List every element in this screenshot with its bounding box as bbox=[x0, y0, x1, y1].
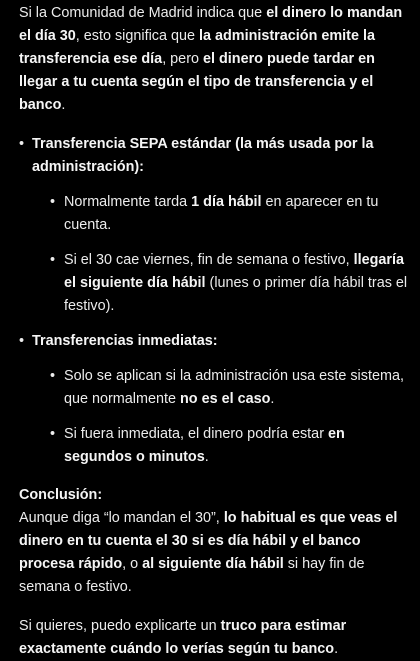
instant-heading: Transferencias inmediatas: bbox=[32, 333, 218, 349]
intro-emphasis: el dinero lo mandan el día 30 bbox=[19, 5, 403, 44]
transfer-types-list bbox=[19, 133, 410, 469]
closing-paragraph bbox=[19, 615, 410, 661]
conclusion-text: si hay fin de semana o festivo. bbox=[19, 556, 365, 595]
conclusion-emphasis: al siguiente día hábil bbox=[142, 556, 284, 572]
item-text: Si fuera inmediata, el dinero podría estar bbox=[64, 426, 328, 442]
sepa-heading: Transferencia SEPA estándar (la más usada por la administración): bbox=[32, 136, 374, 175]
item-emphasis: en segundos o minutos bbox=[64, 426, 345, 465]
conclusion-heading: Conclusión: bbox=[19, 487, 103, 503]
closing-text: Si quieres, puedo explicarte un bbox=[19, 618, 221, 634]
list-item bbox=[50, 249, 410, 318]
item-text: Solo se aplican si la administración usa este sistema, que normalmente bbox=[64, 368, 404, 407]
bullet-icon: • bbox=[19, 333, 25, 349]
bullet-icon: • bbox=[50, 252, 56, 268]
item-text: Si el 30 cae viernes, fin de semana o festivo, bbox=[64, 252, 354, 268]
conclusion-paragraph bbox=[19, 484, 410, 599]
intro-text: , esto significa que bbox=[75, 28, 199, 44]
item-text: (lunes o primer día hábil tras el festivo). bbox=[64, 275, 408, 314]
intro-emphasis: la administración emite la transferencia ese día bbox=[19, 28, 375, 67]
conclusion-text: , o bbox=[122, 556, 143, 572]
intro-paragraph bbox=[19, 2, 410, 117]
item-text: en aparecer en tu cuenta. bbox=[64, 194, 379, 233]
intro-text: , pero bbox=[162, 51, 203, 67]
intro-text: Si la Comunidad de Madrid indica que bbox=[19, 5, 267, 21]
item-text: Normalmente tarda bbox=[64, 194, 192, 210]
item-emphasis: 1 día hábil bbox=[191, 194, 262, 210]
list-item bbox=[50, 423, 410, 469]
item-emphasis: llegaría el siguiente día hábil bbox=[64, 252, 404, 291]
bullet-icon: • bbox=[19, 136, 25, 152]
bullet-icon: • bbox=[50, 194, 56, 210]
list-item bbox=[50, 365, 410, 411]
conclusion-emphasis: lo habitual es que veas el dinero en tu cuenta el 30 si es día hábil y el banco procesa rápido bbox=[19, 510, 398, 572]
intro-emphasis: el dinero puede tardar en llegar a tu cuenta según el tipo de transferencia y el banco bbox=[19, 51, 375, 113]
intro-text: . bbox=[61, 97, 66, 113]
list-item-sepa bbox=[19, 133, 410, 318]
list-item-instant bbox=[19, 330, 410, 469]
list-item bbox=[50, 191, 410, 237]
closing-emphasis: truco para estimar exactamente cuándo lo verías según tu banco bbox=[19, 618, 347, 657]
instant-sublist bbox=[32, 365, 410, 469]
closing-text: . bbox=[334, 641, 339, 657]
item-text: . bbox=[204, 449, 209, 465]
bullet-icon: • bbox=[50, 368, 56, 384]
conclusion-text: Aunque diga “lo mandan el 30”, bbox=[19, 510, 224, 526]
bullet-icon: • bbox=[50, 426, 56, 442]
sepa-sublist bbox=[32, 191, 410, 318]
item-text: . bbox=[270, 391, 275, 407]
item-emphasis: no es el caso bbox=[180, 391, 271, 407]
